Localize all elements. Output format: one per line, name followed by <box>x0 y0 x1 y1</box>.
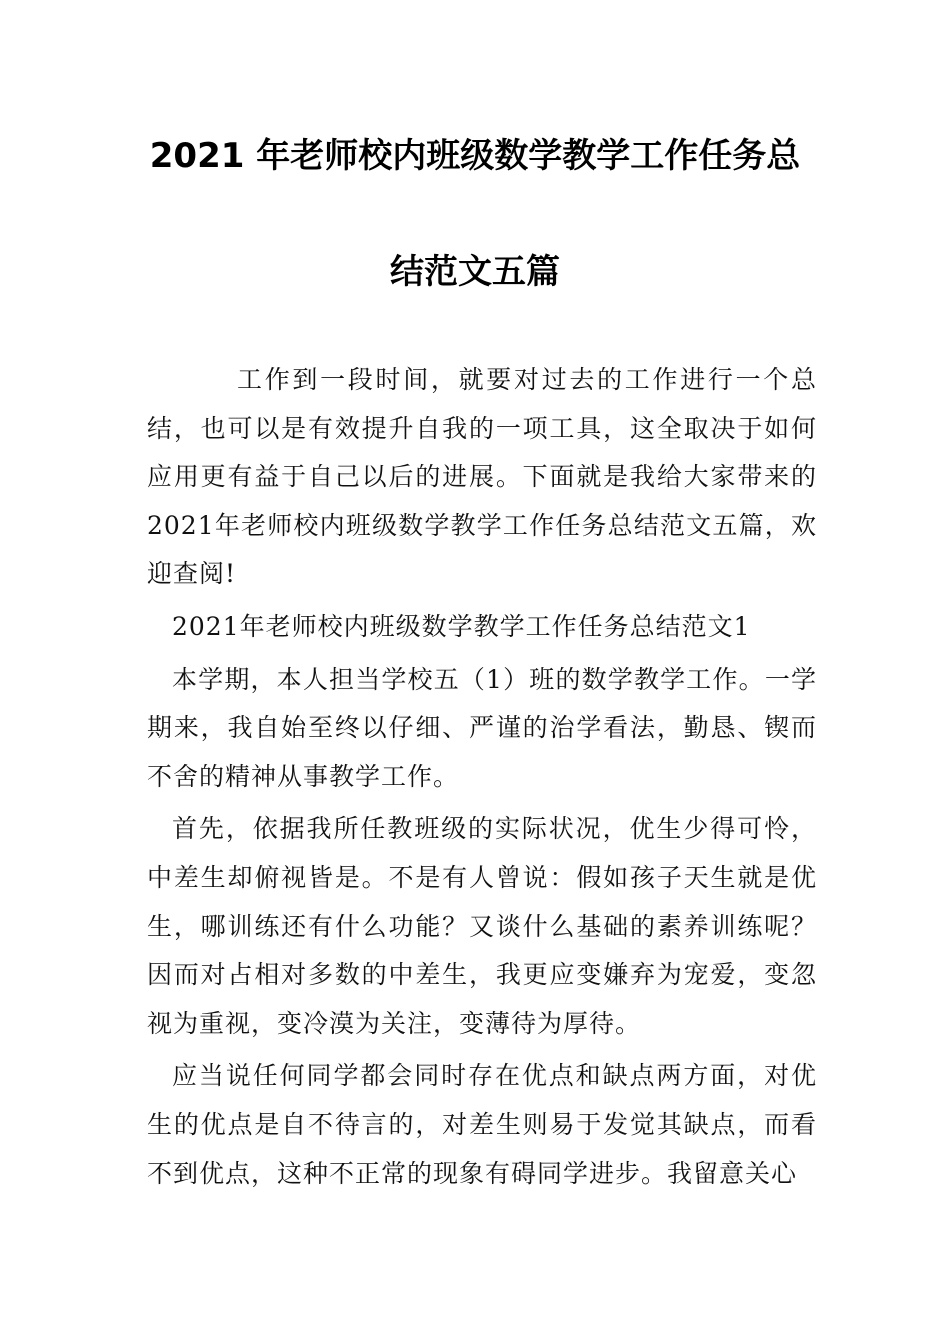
document-body <box>147 356 817 1198</box>
intro-paragraph: 工作到一段时间，就要对过去的工作进行一个总结，也可以是有效提升自我的一项工具，这全取决于如何应用更有益于自己以后的进展。下面就是我给大家带来的2021年老师校内班级数学教学工作任务总结范文五篇，欢迎查阅! <box>147 365 817 589</box>
section-heading: 2021年老师校内班级数学教学工作任务总结范文1 <box>172 611 751 641</box>
body-paragraph-2: 首先，依据我所任教班级的实际状况，优生少得可怜，中差生却俯视皆是。不是有人曾说：假如孩子天生就是优生，哪训练还有什么功能？又谈什么基础的素养训练呢？因而对占相对多数的中差生，我更应变嫌弃为宠爱，变忽视为重视，变冷漠为关注，变薄待为厚待。 <box>147 814 817 1038</box>
body-paragraph-1: 本学期，本人担当学校五（1）班的数学教学工作。一学期来，我自始至终以仔细、严谨的治学看法，勤恳、锲而不舍的精神从事教学工作。 <box>147 664 817 791</box>
document-title-line-2: 结范文五篇 <box>390 252 560 292</box>
body-paragraph-3: 应当说任何同学都会同时存在优点和缺点两方面，对优生的优点是自不待言的，对差生则易于发觉其缺点，而看不到优点，这种不正常的现象有碍同学进步。我留意关心 <box>147 1061 817 1188</box>
document-title-line-1: 2021 年老师校内班级数学教学工作任务总 <box>149 136 801 176</box>
